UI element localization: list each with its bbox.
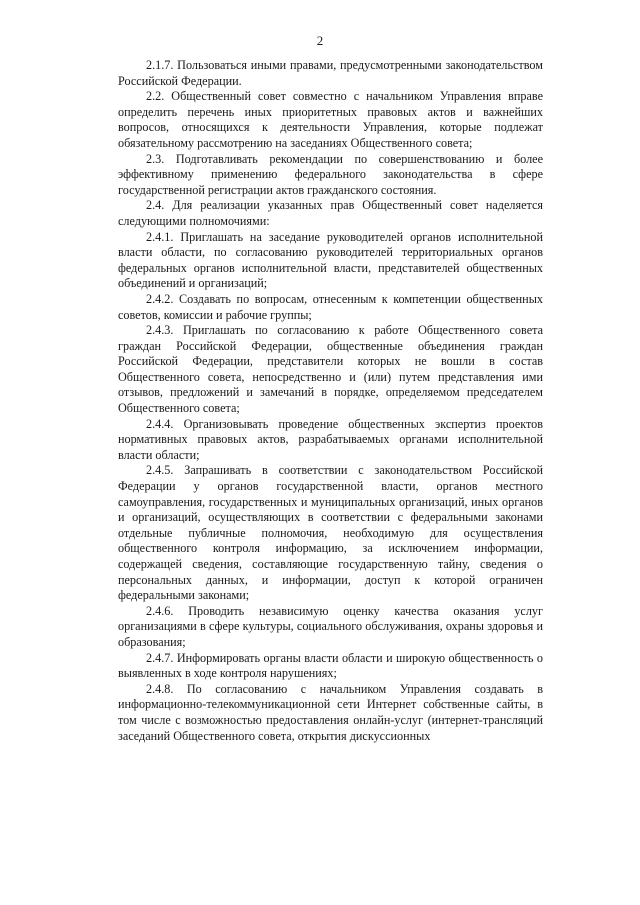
- paragraph-2-4-6: 2.4.6. Проводить независимую оценку качества оказания услуг организациями в сфере культуры, социального обслуживания, охраны здоровья и образования;: [118, 603, 543, 649]
- paragraph-2-4-1: 2.4.1. Приглашать на заседание руководителей органов исполнительной власти области, по согласованию руководителей территориальных органов федеральных органов исполнительной власти, представителей общественных объединений и организаций;: [118, 229, 543, 291]
- paragraph-2-2: 2.2. Общественный совет совместно с начальником Управления вправе определить перечень иных приоритетных правовых актов и важнейших вопросов, относящихся к деятельности Управления, которые подлежат обязательному рассмотрению на заседаниях Общественного совета;: [118, 89, 543, 150]
- paragraph-2-4-8: 2.4.8. По согласованию с начальником Управления создавать в информационно-телекоммуникационной сети Интернет собственные сайты, в том числе с возможностью предоставления онлайн-услуг (интернет-трансляций заседаний Общественного совета, открытия дискуссионных: [118, 681, 543, 743]
- paragraph-2-1-7: 2.1.7. Пользоваться иными правами, предусмотренными законодательством Российской Федерации.: [118, 58, 543, 88]
- paragraph-2-4: 2.4. Для реализации указанных прав Общественный совет наделяется следующими полномочиями:: [118, 198, 543, 228]
- paragraph-2-4-5: 2.4.5. Запрашивать в соответствии с законодательством Российской Федерации у органов государственной власти, органов местного самоуправления, государственных и муниципальных организаций, иных органов и организаций, осуществляющих в соответствии с федеральными законами отдельные публичные полномочия, необходимую для осуществления общественного контроля информацию, за исключением информации, содержащей сведения, составляющие государственную тайну, сведения о персональных данных, и информации, доступ к которой ограничен федеральными законами;: [118, 463, 543, 603]
- document-body: [118, 58, 543, 744]
- paragraph-2-4-7: 2.4.7. Информировать органы власти области и широкую общественность о выявленных в ходе контроля нарушениях;: [118, 650, 543, 681]
- paragraph-2-4-4: 2.4.4. Организовывать проведение общественных экспертиз проектов нормативных правовых актов, разрабатываемых органами исполнительной власти области;: [118, 416, 543, 462]
- page-number: 2: [316, 33, 324, 48]
- paragraph-2-4-2: 2.4.2. Создавать по вопросам, отнесенным к компетенции общественных советов, комиссии и рабочие группы;: [118, 291, 543, 322]
- paragraph-2-3: 2.3. Подготавливать рекомендации по совершенствованию и более эффективному применению федерального законодательства в сфере государственной регистрации актов гражданского состояния.: [118, 151, 543, 197]
- paragraph-2-4-3: 2.4.3. Приглашать по согласованию к работе Общественного совета граждан Российской Федерации, общественные объединения граждан Российской Федерации, представители которых не вошли в состав Общественного совета, непосредственно и (или) путем представления ими отзывов, предложений и замечаний в порядке, определяемом председателем Общественного совета;: [118, 323, 543, 416]
